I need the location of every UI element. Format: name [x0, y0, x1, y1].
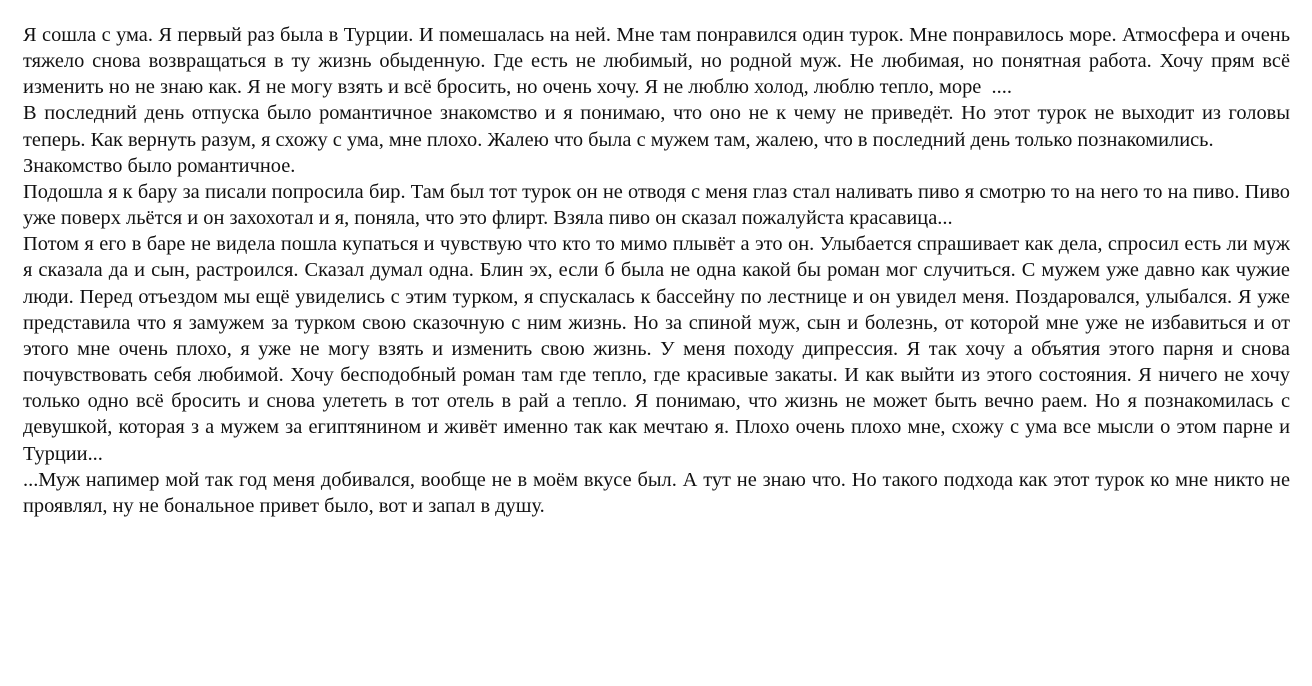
paragraph-intro: Я сошла с ума. Я первый раз была в Турции. И помешалась на ней. Мне там понравился один турок. Мне понравилось море. Атмосфера и очень тяжело снова возвращаться в ту жизнь обыденную. Где есть не любимый, но родной муж. Не любимая, но понятная работа. Хочу прям всё изменить но не знаю как. Я не могу взять и всё бросить, но очень хочу. Я не люблю холод, люблю тепло, море .... — [23, 24, 1296, 99]
paragraph-pool: Потом я его в баре не видела пошла купаться и чувствую что кто то мимо плывёт а это он. Улыбается спрашивает как дела, спросил есть ли муж я сказала да и сын, растроился. Сказал думал одна. Блин эх, если б была не одна какой бы роман мог случиться. С мужем уже давно как чужие люди. Перед отъездом мы ещё увиделись с этим турком, я спускалась к бассейну по лестнице и он увидел меня. Поздаровался, улыбался. Я уже представила что я замужем за турком свою сказочную с ним жизнь. Но за спиной муж, сын и болезнь, от которой мне уже не избавиться и от этого мне очень плохо, я уже не могу взять и изменить свою жизнь. У меня походу дипрессия. Я так хочу а объятия этого парня и снова почувствовать себя любимой. Хочу бесподобный роман там где тепло, где красивые закаты. И как выйти из этого состояния. Я ничего не хочу только одно всё бросить и снова улететь в тот отель в рай а тепло. Я понимаю, что жизнь не может быть вечно раем. Но я познакомилась с девушкой, которая з а мужем за египтянином и живёт именно так как мечтаю я. Плохо очень плохо мне, схожу с ума все мысли о этом парне и Турции... — [23, 233, 1301, 465]
paragraph-husband: ...Муж напимер мой так год меня добивался, вообще не в моём вкусе был. А тут не знаю что. Но такого подхода как этот турок ко мне никто не проявлял, ну не бональное привет было, вот и запал в душу. — [23, 468, 1296, 517]
paragraph-bar: Подошла я к бару за писали попросила бир. Там был тот турок он не отводя с меня глаз стал наливать пиво я смотрю то на него то на пиво. Пиво уже поверх льётся и он захохотал и я, поняла, что это флирт. Взяла пиво он сказал пожалуйста красавица... — [23, 180, 1296, 230]
paragraph-last-day: В последний день отпуска было романтичное знакомство и я понимаю, что оно не к чему не приведёт. Но этот турок не выходит из головы теперь. Как вернуть разум, я схожу с ума, мне плохо. Жалею что была с мужем там, жалею, что в последний день только познакомились. — [23, 102, 1296, 151]
paragraph-acquaintance: Знакомство было романтичное. — [23, 154, 296, 177]
